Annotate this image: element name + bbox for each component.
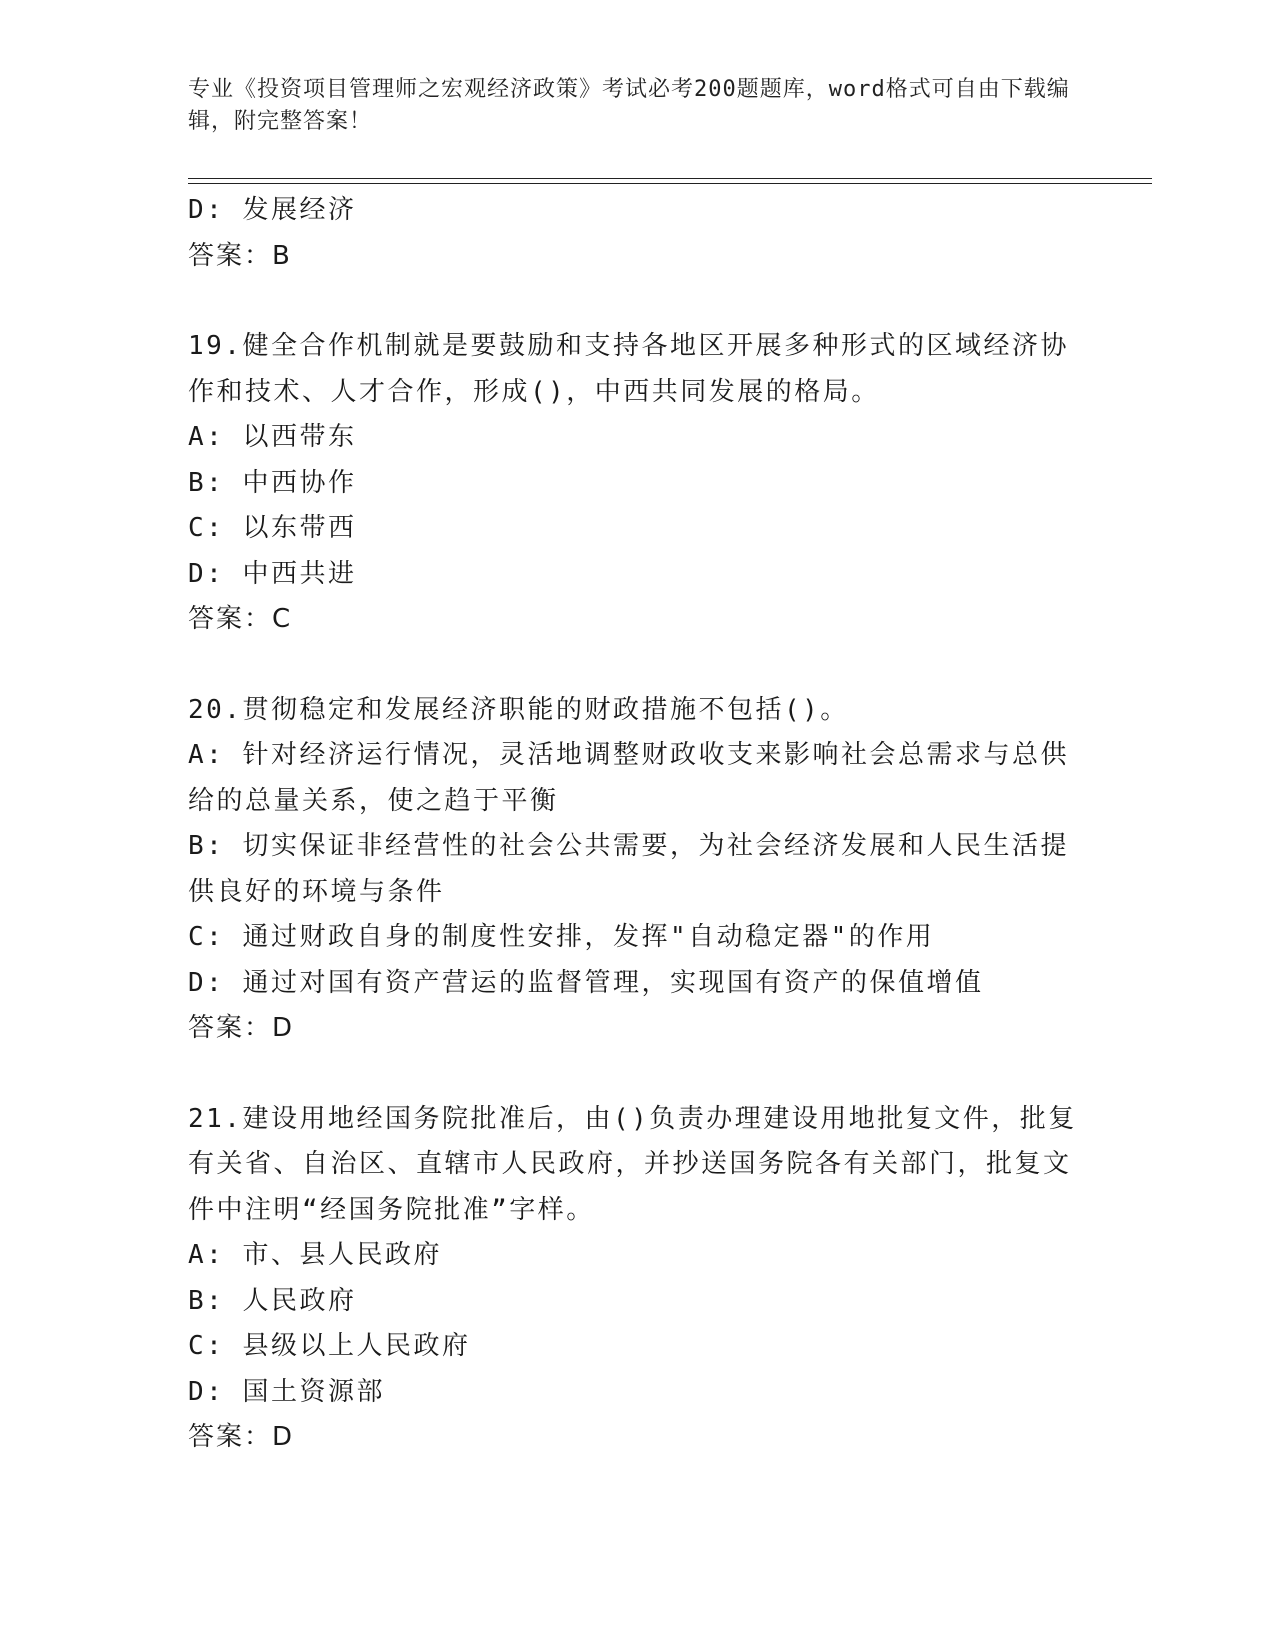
option-a: A: 市、县人民政府 bbox=[188, 1240, 442, 1270]
answer-value: D bbox=[272, 1013, 294, 1043]
answer-label: 答案： bbox=[188, 604, 273, 634]
previous-question-tail bbox=[188, 188, 1088, 279]
page-header: 专业《投资项目管理师之宏观经济政策》考试必考200题题库，word格式可自由下载编辑，附完整答案！ bbox=[188, 77, 1070, 134]
header-rule-bottom bbox=[188, 183, 1152, 184]
question-20 bbox=[188, 688, 1088, 1052]
option-c: C: 以东带西 bbox=[188, 513, 357, 543]
answer-line bbox=[188, 1006, 1088, 1052]
question-stem: 19.健全合作机制就是要鼓励和支持各地区开展多种形式的区域经济协作和技术、人才合作，形成()，中西共同发展的格局。 bbox=[188, 331, 1069, 407]
answer-label: 答案： bbox=[188, 240, 273, 271]
option-c: C: 通过财政自身的制度性安排，发挥"自动稳定器"的作用 bbox=[188, 922, 935, 952]
answer-label: 答案： bbox=[188, 1013, 273, 1043]
answer-line bbox=[188, 234, 1088, 280]
option-d: D: 中西共进 bbox=[188, 558, 357, 589]
answer-value: D bbox=[272, 1422, 294, 1452]
option-a: A: 针对经济运行情况，灵活地调整财政收支来影响社会总需求与总供给的总量关系，使之趋于平衡 bbox=[188, 740, 1069, 816]
option-b: B: 中西协作 bbox=[188, 467, 357, 498]
question-stem: 20.贯彻稳定和发展经济职能的财政措施不包括()。 bbox=[188, 694, 849, 725]
answer-value: C bbox=[272, 604, 292, 634]
option-d: D: 国土资源部 bbox=[188, 1376, 385, 1407]
question-content bbox=[188, 188, 1088, 1461]
option-b: B: 切实保证非经营性的社会公共需要，为社会经济发展和人民生活提供良好的环境与条件 bbox=[188, 831, 1069, 907]
question-19 bbox=[188, 324, 1088, 643]
answer-line bbox=[188, 1415, 1088, 1461]
header-rule-top bbox=[188, 178, 1152, 179]
option-c: C: 县级以上人民政府 bbox=[188, 1331, 471, 1361]
answer-label: 答案： bbox=[188, 1422, 273, 1452]
answer-value: B bbox=[272, 240, 291, 271]
option-d: D: 通过对国有资产营运的监督管理，实现国有资产的保值增值 bbox=[188, 967, 984, 998]
question-21 bbox=[188, 1097, 1088, 1461]
question-stem: 21.建设用地经国务院批准后，由()负责办理建设用地批复文件，批复有关省、自治区、直辖市人民政府，并抄送国务院各有关部门，批复文件中注明“经国务院批准”字样。 bbox=[188, 1103, 1077, 1225]
option-b: B: 人民政府 bbox=[188, 1285, 357, 1316]
option-d: D: 发展经济 bbox=[188, 195, 357, 225]
answer-line bbox=[188, 597, 1088, 643]
option-a: A: 以西带东 bbox=[188, 422, 357, 452]
